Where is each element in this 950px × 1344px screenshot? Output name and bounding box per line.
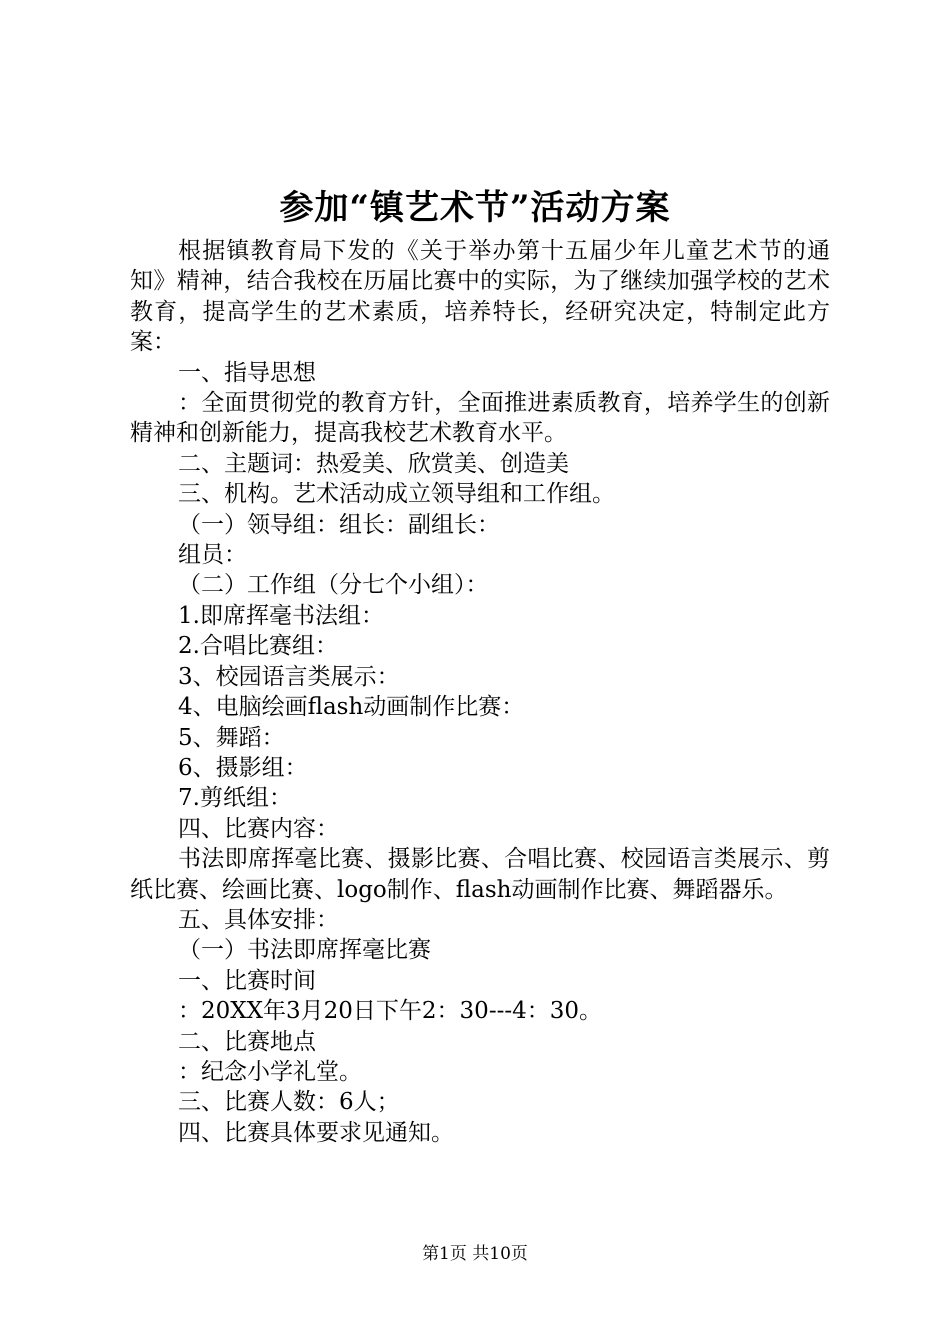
competition-venue-heading: 二、比赛地点 [178, 1028, 316, 1055]
subsection-calligraphy: （一）书法即席挥毫比赛 [178, 937, 431, 964]
competition-time-heading: 一、比赛时间 [178, 967, 316, 994]
document-title: 参加“镇艺术节”活动方案 [279, 188, 671, 228]
list-item: 4、电脑绘画flash动画制作比赛： [178, 694, 525, 721]
section-heading-arrangements: 五、具体安排： [178, 906, 339, 933]
competition-time-text: ：20XX年3月20日下午2：30---4：30。 [178, 998, 603, 1025]
competition-venue-text: ：纪念小学礼堂。 [178, 1058, 362, 1085]
list-item: 3、校园语言类展示： [178, 663, 400, 690]
document-body [130, 236, 830, 1148]
list-item: 7.剪纸组： [178, 785, 292, 812]
competition-content-text: 书法即席挥毫比赛、摄影比赛、合唱比赛、校园语言类展示、剪纸比赛、绘画比赛、logo制作、flash动画制作比赛、舞蹈器乐。 [130, 846, 830, 903]
requirements-line: 四、比赛具体要求见通知。 [178, 1119, 454, 1146]
list-item: 5、舞蹈： [178, 724, 285, 751]
guiding-ideology-text: ：全面贯彻党的教育方针，全面推进素质教育，培养学生的创新精神和创新能力，提高我校艺术教育水平。 [130, 390, 830, 447]
section-heading-theme: 二、主题词：热爱美、欣赏美、创造美 [178, 450, 569, 477]
list-item: 6、摄影组： [178, 754, 308, 781]
section-heading-competition-content: 四、比赛内容： [178, 815, 339, 842]
participants-line: 三、比赛人数：6人； [178, 1089, 400, 1116]
working-group-line: （二）工作组（分七个小组）： [178, 572, 489, 599]
list-item: 2.合唱比赛组： [178, 633, 338, 660]
members-line: 组员： [178, 542, 247, 569]
intro-paragraph: 根据镇教育局下发的《关于举办第十五届少年儿童艺术节的通知》精神，结合我校在历届比赛中的实际，为了继续加强学校的艺术教育，提高学生的艺术素质，培养特长，经研究决定，特制定此方案： [130, 238, 830, 356]
section-heading-guiding-ideology: 一、指导思想 [178, 359, 316, 386]
section-heading-organization: 三、机构。艺术活动成立领导组和工作组。 [178, 481, 615, 508]
list-item: 1.即席挥毫书法组： [178, 602, 384, 629]
page-footer: 第1页 共10页 [422, 1244, 528, 1264]
leadership-group-line: （一）领导组：组长：副组长： [178, 511, 500, 538]
